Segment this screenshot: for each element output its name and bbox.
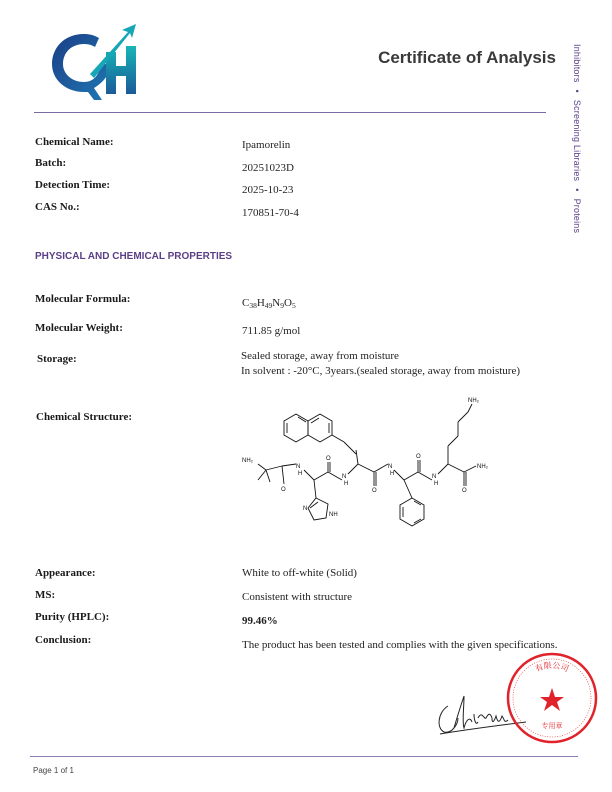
molecular-weight-label: Molecular Weight: (35, 322, 123, 334)
batch-label: Batch: (35, 157, 67, 169)
atom-label: NH₂ (477, 464, 488, 470)
purity-label: Purity (HPLC): (35, 611, 110, 623)
chemical-structure-label: Chemical Structure: (36, 411, 133, 423)
atom-label: NH₂ (468, 398, 479, 404)
atom-label: O (416, 454, 421, 460)
atom-label: H (434, 481, 439, 487)
atom-label: H (298, 471, 303, 477)
molecular-weight-value: 711.85 g/mol (242, 325, 301, 337)
atom-label: O (326, 456, 331, 462)
header-divider (34, 112, 546, 113)
company-stamp (504, 650, 600, 746)
side-nav (566, 44, 586, 264)
section-title-properties: PHYSICAL AND CHEMICAL PROPERTIES (35, 251, 233, 262)
ms-label: MS: (35, 589, 56, 601)
atom-label: N (342, 474, 347, 480)
ms-value: Consistent with structure (242, 591, 352, 603)
side-nav-separator: • (572, 188, 582, 192)
atom-label: NH (329, 512, 338, 518)
molecular-formula-value: C38H49N9O5 (242, 297, 296, 310)
atom-label: NH₂ (242, 458, 253, 464)
batch-value: 20251023D (242, 162, 294, 174)
stamp-bottom-text: 专用章 (541, 722, 563, 730)
conclusion-value: The product has been tested and complies with the given specifications. (242, 639, 558, 651)
detection-time-label: Detection Time: (35, 179, 111, 191)
chemical-name-value: Ipamorelin (242, 139, 291, 151)
atom-label: H (390, 471, 395, 477)
cas-label: CAS No.: (35, 201, 80, 213)
atom-label: N (296, 464, 301, 470)
atom-label: O (462, 488, 467, 494)
atom-label: H (344, 481, 349, 487)
conclusion-label: Conclusion: (35, 634, 92, 646)
stamp-top-text: 有限公司 (533, 660, 571, 674)
cas-value: 170851-70-4 (242, 207, 299, 219)
side-nav-item-screening-libraries[interactable]: Screening Libraries (572, 99, 582, 182)
page-number: Page 1 of 1 (33, 766, 74, 775)
document-title: Certificate of Analysis (378, 48, 556, 67)
detection-time-value: 2025-10-23 (242, 184, 294, 196)
svg-text:有限公司 (534, 661, 570, 674)
side-nav-item-proteins[interactable]: Proteins (572, 198, 582, 234)
footer-divider (30, 756, 578, 757)
storage-label: Storage: (37, 353, 77, 365)
chemical-structure-diagram (236, 394, 506, 544)
storage-line-1: Sealed storage, away from moisture (241, 350, 399, 362)
side-nav-item-inhibitors[interactable]: Inhibitors (572, 44, 582, 83)
atom-label: N (303, 506, 308, 512)
molecular-formula-label: Molecular Formula: (35, 293, 131, 305)
appearance-value: White to off-white (Solid) (242, 567, 357, 579)
atom-label: N (388, 464, 393, 470)
purity-value: 99.46% (242, 615, 278, 627)
atom-label: N (432, 474, 437, 480)
chemical-name-label: Chemical Name: (35, 136, 114, 148)
company-logo (44, 22, 140, 102)
atom-label: O (372, 488, 377, 494)
side-nav-separator: • (572, 89, 582, 93)
appearance-label: Appearance: (35, 567, 96, 579)
storage-line-2: In solvent : -20°C, 3years.(sealed storage, away from moisture) (241, 365, 521, 377)
atom-label: O (281, 487, 286, 493)
